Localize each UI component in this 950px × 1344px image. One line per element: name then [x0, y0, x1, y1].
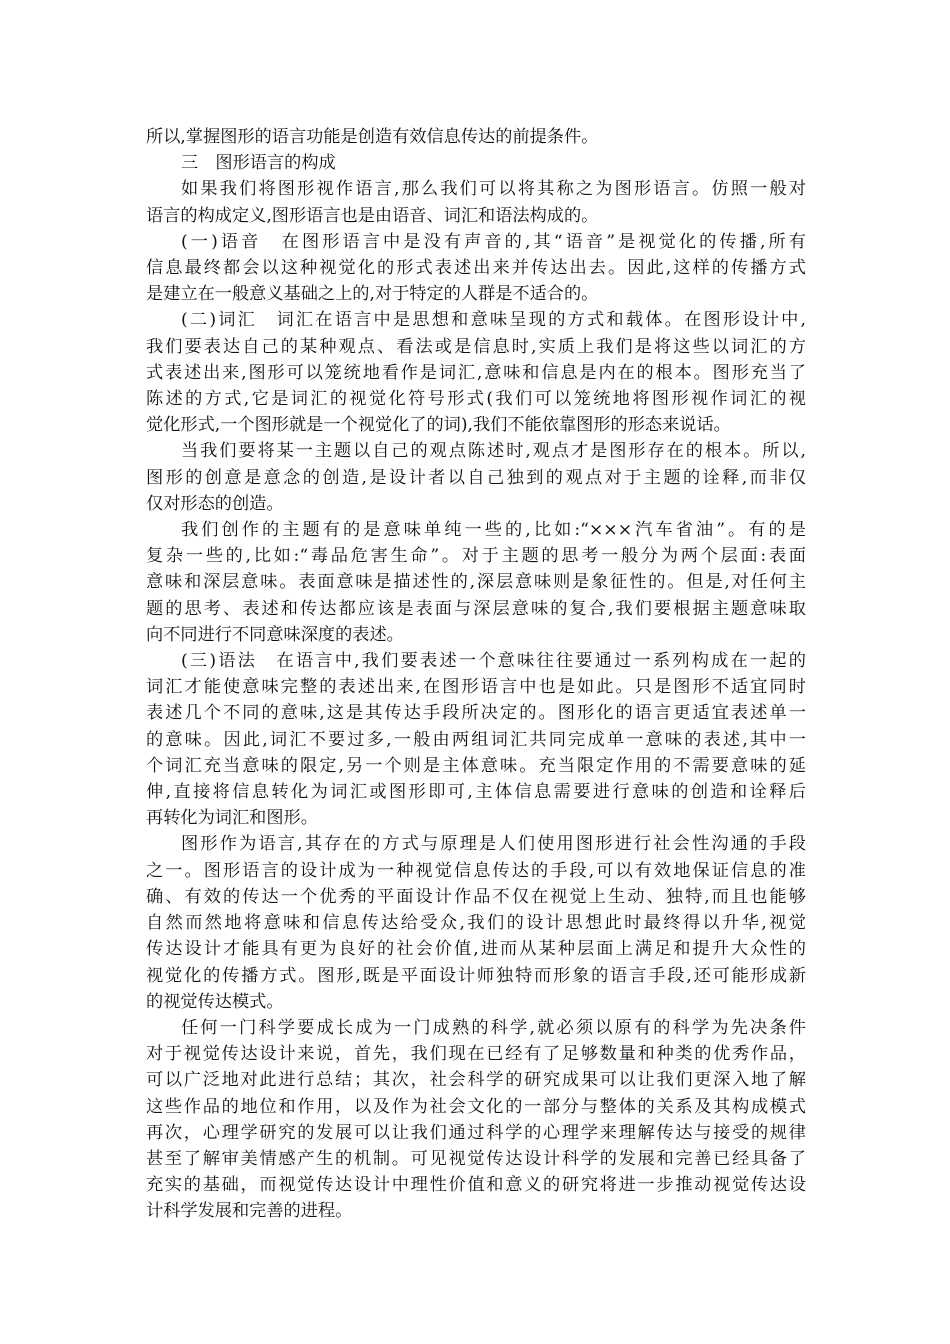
paragraph	[146, 124, 806, 150]
paragraph	[146, 176, 806, 228]
text-line: 词汇才能使意味完整的表述出来,在图形语言中也是如此。只是图形不适宜同时	[146, 677, 806, 698]
text-line: (二)词汇 词汇在语言中是思想和意味呈现的方式和载体。在图形设计中,	[181, 310, 806, 331]
document-page	[146, 124, 806, 1225]
text-line: 陈述的方式,它是词汇的视觉化符号形式(我们可以笼统地将图形视作词汇的视	[146, 389, 806, 410]
text-line: 的视觉传达模式。	[146, 991, 284, 1012]
text-line: 再次，心理学研究的发展可以让我们通过科学的心理学来理解传达与接受的规律	[146, 1122, 806, 1143]
text-line: 信息最终都会以这种视觉化的形式表述出来并传达出去。因此,这样的传播方式	[146, 258, 806, 279]
text-line: 自然而然地将意味和信息传达给受众,我们的设计思想此时最终得以升华,视觉	[146, 913, 806, 934]
paragraph	[146, 831, 806, 1014]
paragraph	[146, 1015, 806, 1225]
text-line: 是建立在一般意义基础之上的,对于特定的人群是不适合的。	[146, 284, 599, 305]
text-line: 如果我们将图形视作语言,那么我们可以将其称之为图形语言。仿照一般对	[181, 179, 806, 200]
text-line: 当我们要将某一主题以自己的观点陈述时,观点才是图形存在的根本。所以,	[181, 441, 806, 462]
text-line: (三)语法 在语言中,我们要表述一个意味往往要通过一系列构成在一起的	[181, 651, 806, 672]
paragraph	[146, 517, 806, 648]
paragraph	[146, 229, 806, 308]
text-line: 仅对形态的创造。	[146, 493, 284, 514]
paragraph	[146, 307, 806, 438]
text-line: 可以广泛地对此进行总结；其次，社会科学的研究成果可以让我们更深入地了解	[146, 1070, 806, 1091]
text-line: 计科学发展和完善的进程。	[146, 1201, 353, 1222]
text-line: 甚至了解审美情感产生的机制。可见视觉传达设计科学的发展和完善已经具备了	[146, 1148, 806, 1169]
paragraph	[146, 648, 806, 831]
text-line: 这些作品的地位和作用，以及作为社会文化的一部分与整体的关系及其构成模式	[146, 1096, 806, 1117]
text-line: 的意味。因此,词汇不要过多,一般由两组词汇共同完成单一意味的表述,其中一	[146, 729, 806, 750]
text-line: 任何一门科学要成长成为一门成熟的科学,就必须以原有的科学为先决条件	[181, 1017, 806, 1038]
text-line: 向不同进行不同意味深度的表述。	[146, 624, 404, 645]
text-line: 再转化为词汇和图形。	[146, 808, 318, 829]
text-line: 意味和深层意味。表面意味是描述性的,深层意味则是象征性的。但是,对任何主	[146, 572, 806, 593]
text-line: 之一。图形语言的设计成为一种视觉信息传达的手段,可以有效地保证信息的准	[146, 860, 806, 881]
text-line: 题的思考、表述和传达都应该是表面与深层意味的复合,我们要根据主题意味取	[146, 598, 806, 619]
text-line: 我们要表达自己的某种观点、看法或是信息时,实质上我们是将这些以词汇的方	[146, 336, 806, 357]
text-line: 式表述出来,图形可以笼统地看作是词汇,意味和信息是内在的根本。图形充当了	[146, 362, 806, 383]
paragraph	[146, 438, 806, 517]
text-line: 我们创作的主题有的是意味单纯一些的,比如:“×××汽车省油”。有的是	[181, 520, 806, 541]
text-line: (一)语音 在图形语言中是没有声音的,其“语音”是视觉化的传播,所有	[181, 231, 806, 252]
text-line: 对于视觉传达设计来说，首先，我们现在已经有了足够数量和种类的优秀作品，	[146, 1044, 806, 1065]
text-line: 视觉化的传播方式。图形,既是平面设计师独特而形象的语言手段,还可能形成新	[146, 965, 806, 986]
text-line: 三 图形语言的构成	[181, 153, 336, 174]
text-line: 图形的创意是意念的创造,是设计者以自己独到的观点对于主题的诠释,而非仅	[146, 467, 806, 488]
text-line: 确、有效的传达一个优秀的平面设计作品不仅在视觉上生动、独特,而且也能够	[146, 886, 806, 907]
section-heading	[146, 150, 806, 176]
text-line: 表述几个不同的意味,这是其传达手段所决定的。图形化的语言更适宜表述单一	[146, 703, 806, 724]
text-line: 语言的构成定义,图形语言也是由语音、词汇和语法构成的。	[146, 205, 599, 226]
text-line: 图形作为语言,其存在的方式与原理是人们使用图形进行社会性沟通的手段	[181, 834, 806, 855]
text-line: 传达设计才能具有更为良好的社会价值,进而从某种层面上满足和提升大众性的	[146, 939, 806, 960]
text-line: 伸,直接将信息转化为词汇或图形即可,主体信息需要进行意味的创造和诠释后	[146, 782, 806, 803]
text-line: 所以,掌握图形的语言功能是创造有效信息传达的前提条件。	[146, 127, 599, 147]
text-line: 复杂一些的,比如:“毒品危害生命”。对于主题的思考一般分为两个层面:表面	[146, 546, 806, 567]
text-line: 觉化形式,一个图形就是一个视觉化了的词),我们不能依靠图形的形态来说话。	[146, 415, 731, 436]
text-line: 充实的基础，而视觉传达设计中理性价值和意义的研究将进一步推动视觉传达设	[146, 1175, 806, 1196]
text-line: 个词汇充当意味的限定,另一个则是主体意味。充当限定作用的不需要意味的延	[146, 755, 806, 776]
